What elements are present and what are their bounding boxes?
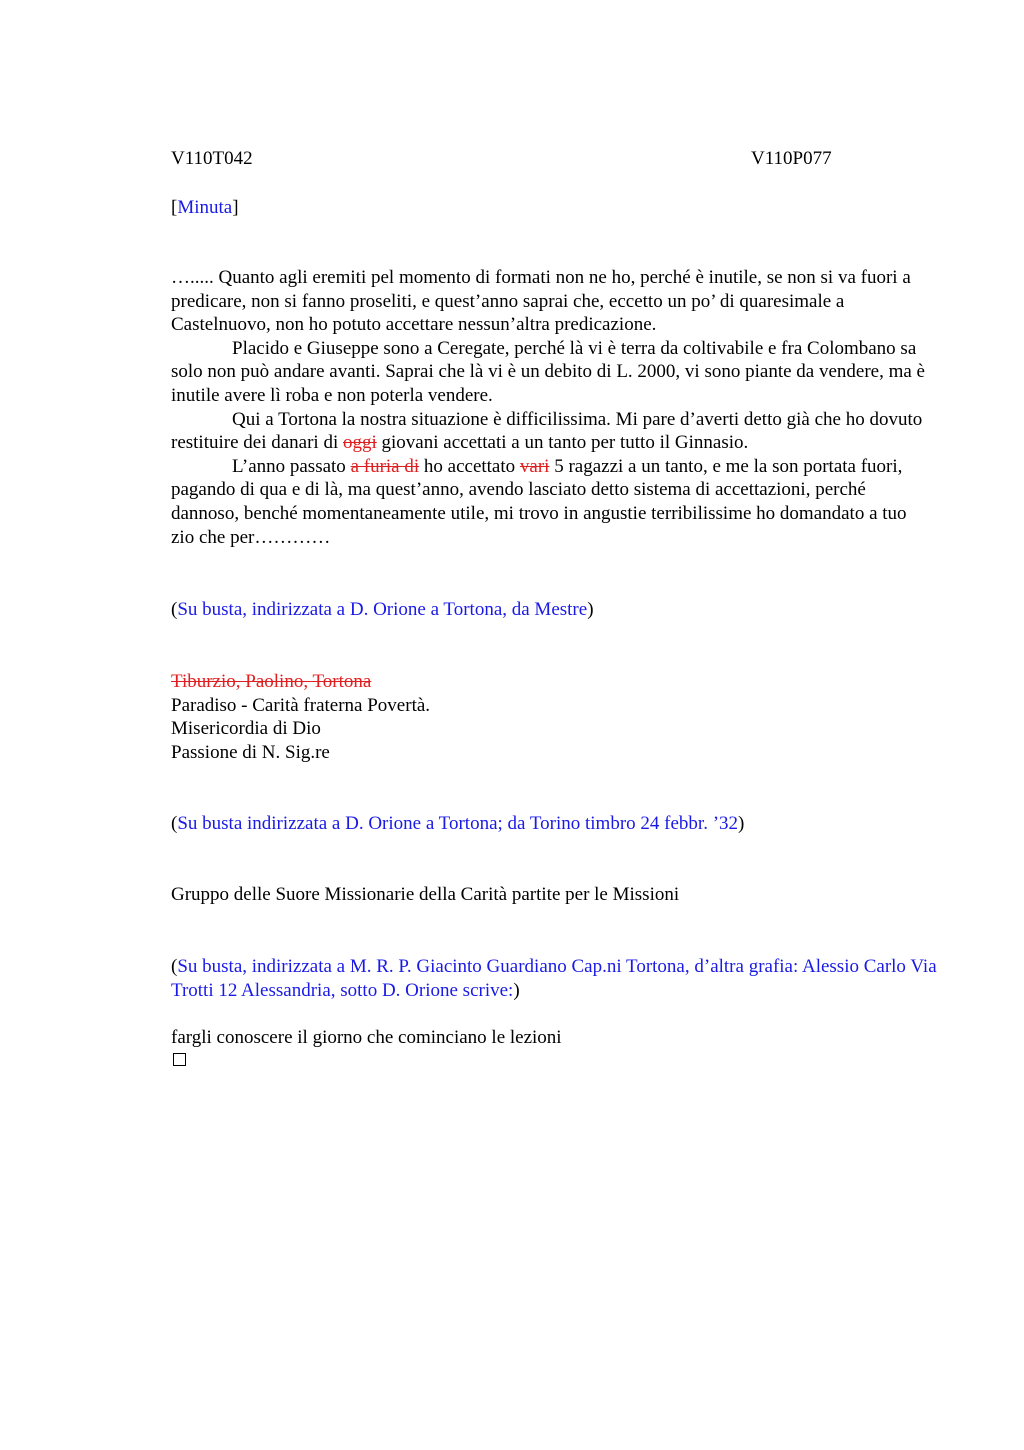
struck-line: Tiburzio, Paolino, Tortona — [171, 671, 372, 692]
envelope-note-2 — [171, 812, 744, 836]
bracket-close: ] — [232, 197, 239, 218]
paragraph-4-text-b: ho accettato — [419, 455, 520, 477]
paragraph-4-text-a: L’anno passato — [232, 455, 351, 477]
paren-close: ) — [738, 813, 745, 834]
list-line: Misericordia di Dio — [171, 718, 321, 740]
paragraph-3-text-a: Qui a Tortona la nostra situazione è difficilissima. Mi pare d’averti detto già che ho dovuto restituire dei danari di — [171, 408, 923, 454]
letter-paragraph-1: …..... Quanto agli eremiti pel momento di formati non ne ho, perché è inutile, se non si va fuori a predicare, non si fanno proseliti, e quest’anno saprai che, eccetto un po’ di quaresimale a Castelnuovo, non ho potuto accettare nessun’altra predicazione. — [171, 267, 911, 336]
doc-code-left: V110T042 — [171, 148, 253, 169]
letter-body — [171, 266, 931, 549]
paren-open: ( — [171, 599, 178, 620]
paragraph-3-text-b: giovani accettati a un tanto per tutto il Ginnasio. — [376, 432, 749, 454]
minuta-label — [171, 196, 239, 220]
letter-paragraph-2: Placido e Giuseppe sono a Ceregate, perché là vi è terra da coltivabile e fra Colombano sa solo non può andare avanti. Saprai che là vi è un debito di L. 2000, vi sono piante da vendere, ma è inutile avere lì roba e non poterla vendere. — [171, 337, 925, 406]
envelope-note-3 — [171, 955, 941, 1002]
checkbox-symbol — [173, 1053, 186, 1066]
minuta-text: Minuta — [177, 197, 233, 218]
paren-open: ( — [171, 956, 178, 977]
envelope-note-1 — [171, 598, 594, 622]
group-line: Gruppo delle Suore Missionarie della Carità partite per le Missioni — [171, 884, 680, 905]
note-text: Su busta, indirizzata a M. R. P. Giacinto Guardiano Cap.ni Tortona, d’altra grafia: Alessio Carlo Via Trotti 12 Alessandria, sotto D. Orione scrive: — [171, 956, 937, 1001]
deleted-word: vari — [519, 455, 550, 477]
envelope-list-1 — [171, 670, 931, 764]
paren-close: ) — [513, 979, 520, 1001]
list-line: Passione di N. Sig.re — [171, 741, 330, 763]
doc-code-right: V110P077 — [751, 148, 832, 169]
note-text: Su busta, indirizzata a D. Orione a Tortona, da Mestre — [177, 599, 588, 620]
deleted-phrase: a furia di — [350, 455, 420, 477]
paren-open: ( — [171, 813, 178, 834]
letter-paragraph-3 — [171, 408, 931, 455]
note-paragraph — [171, 955, 941, 1002]
note-text: Su busta indirizzata a D. Orione a Tortona; da Torino timbro 24 febbr. ’32 — [177, 813, 739, 834]
deleted-word: oggi — [343, 432, 377, 454]
list-line: Paradiso - Carità fraterna Povertà. — [171, 694, 431, 716]
paragraph-4-text-c: 5 ragazzi a un tanto, e me la son portata fuori, pagando di qua e di là, ma quest’anno, avendo lasciato detto sistema di accettazioni, perché dannoso, benché momentaneamente utile, mi trovo in angustie terribilissime ho domandato a tuo zio che per………… — [171, 455, 907, 548]
paren-close: ) — [587, 599, 594, 620]
letter-paragraph-4 — [171, 455, 931, 549]
bracket-open: [ — [171, 197, 178, 218]
final-line: fargli conoscere il giorno che cominciano le lezioni — [171, 1027, 562, 1048]
